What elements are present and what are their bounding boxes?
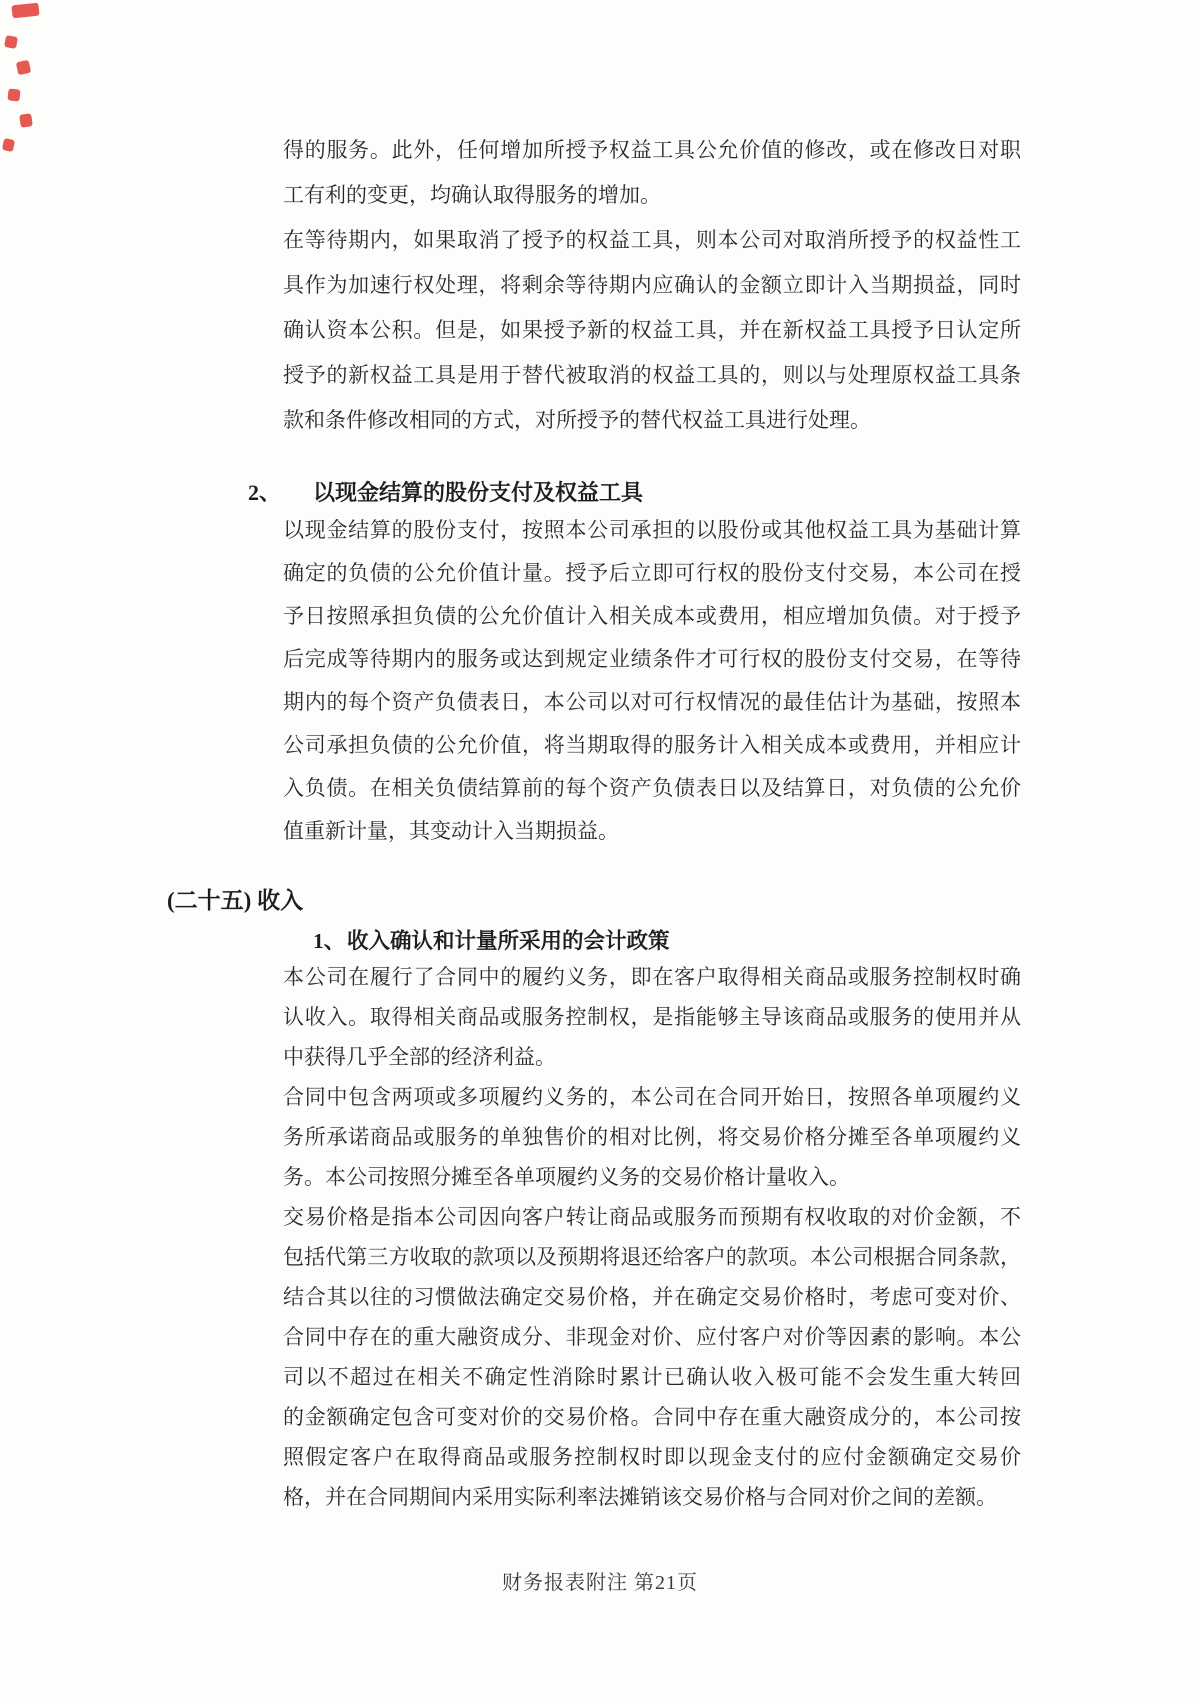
heading-revenue-section: (二十五) 收入	[167, 888, 304, 913]
heading-number: 1、	[313, 929, 346, 953]
text-line: 合同中存在的重大融资成分、非现金对价、应付客户对价等因素的影响。本公	[283, 1325, 1021, 1349]
text-line: 包括代第三方收取的款项以及预期将退还给客户的款项。本公司根据合同条款，	[283, 1245, 1021, 1269]
red-mark	[11, 3, 39, 19]
text-line: 务所承诺商品或服务的单独售价的相对比例，将交易价格分摊至各单项履约义	[283, 1125, 1021, 1149]
text-line: 中获得几乎全部的经济利益。	[283, 1045, 556, 1069]
text-line: 交易价格是指本公司因向客户转让商品或服务而预期有权收取的对价金额，不	[283, 1205, 1021, 1229]
paragraph-vesting-cancellation	[283, 218, 1021, 443]
heading-revenue-policy	[313, 924, 670, 955]
heading-cash-settled-share-payment	[248, 476, 643, 507]
paragraph-service-modification	[283, 128, 1021, 218]
text-line: 授予的新权益工具是用于替代被取消的权益工具的，则以与处理原权益工具条	[283, 363, 1021, 387]
text-line: 公司承担负债的公允价值，将当期取得的服务计入相关成本或费用，并相应计	[283, 733, 1021, 757]
red-mark	[19, 113, 33, 128]
text-line: 结合其以往的习惯做法确定交易价格，并在确定交易价格时，考虑可变对价、	[283, 1285, 1021, 1309]
text-line: 照假定客户在取得商品或服务控制权时即以现金支付的应付金额确定交易价	[283, 1445, 1021, 1469]
text-line: 期内的每个资产负债表日，本公司以对可行权情况的最佳估计为基础，按照本	[283, 690, 1021, 714]
heading-title: 以现金结算的股份支付及权益工具	[313, 480, 644, 505]
text-line: 确定的负债的公允价值计量。授予后立即可行权的股份支付交易，本公司在授	[283, 561, 1021, 585]
text-line: 得的服务。此外，任何增加所授予权益工具公允价值的修改，或在修改日对职	[283, 138, 1021, 162]
paragraph-cash-settled	[283, 509, 1021, 853]
page-footer: 财务报表附注 第21页	[502, 1572, 698, 1594]
text-line: 认收入。取得相关商品或服务控制权，是指能够主导该商品或服务的使用并从	[283, 1005, 1021, 1029]
heading-title: 收入确认和计量所采用的会计政策	[347, 929, 670, 953]
text-line: 以现金结算的股份支付，按照本公司承担的以股份或其他权益工具为基础计算	[283, 518, 1021, 542]
text-line: 值重新计量，其变动计入当期损益。	[283, 819, 619, 843]
paragraph-control-transfer	[283, 957, 1021, 1077]
text-line: 入负债。在相关负债结算前的每个资产负债表日以及结算日，对负债的公允价	[283, 776, 1021, 800]
text-line: 在等待期内，如果取消了授予的权益工具，则本公司对取消所授予的权益性工	[283, 228, 1021, 252]
text-line: 款和条件修改相同的方式，对所授予的替代权益工具进行处理。	[283, 408, 871, 432]
text-line: 具作为加速行权处理，将剩余等待期内应确认的金额立即计入当期损益，同时	[283, 273, 1021, 297]
text-line: 本公司在履行了合同中的履约义务，即在客户取得相关商品或服务控制权时确	[283, 965, 1021, 989]
text-line: 司以不超过在相关不确定性消除时累计已确认收入极可能不会发生重大转回	[283, 1365, 1021, 1389]
text-line: 后完成等待期内的服务或达到规定业绩条件才可行权的股份支付交易，在等待	[283, 647, 1021, 671]
text-line: 合同中包含两项或多项履约义务的，本公司在合同开始日，按照各单项履约义	[283, 1085, 1021, 1109]
red-mark	[4, 35, 18, 49]
text-line: 务。本公司按照分摊至各单项履约义务的交易价格计量收入。	[283, 1165, 850, 1189]
text-line: 格，并在合同期间内采用实际利率法摊销该交易价格与合同对价之间的差额。	[283, 1485, 997, 1509]
text-line: 予日按照承担负债的公允价值计入相关成本或费用，相应增加负债。对于授予	[283, 604, 1021, 628]
paragraph-transaction-price	[283, 1197, 1021, 1517]
heading-number: 2、	[248, 480, 282, 505]
red-mark	[16, 60, 31, 75]
text-line: 确认资本公积。但是，如果授予新的权益工具，并在新权益工具授予日认定所	[283, 318, 1021, 342]
paragraph-multiple-obligations	[283, 1077, 1021, 1197]
text-line: 工有利的变更，均确认取得服务的增加。	[283, 183, 661, 207]
text-line: 的金额确定包含可变对价的交易价格。合同中存在重大融资成分的，本公司按	[283, 1405, 1021, 1429]
red-pen-marks	[0, 0, 60, 170]
red-mark	[2, 138, 15, 152]
red-mark	[7, 88, 20, 101]
